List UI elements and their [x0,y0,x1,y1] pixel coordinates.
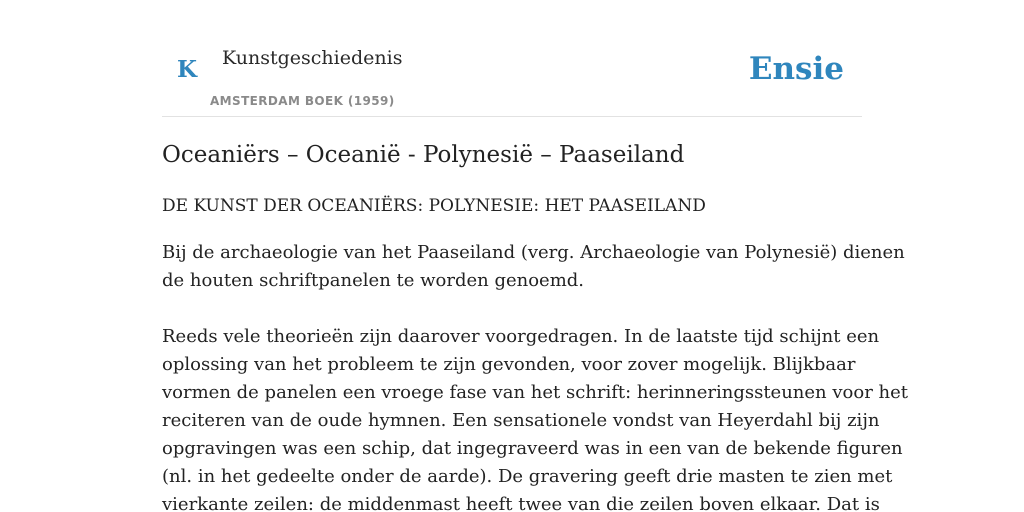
source-label: AMSTERDAM BOEK (1959) [210,94,395,108]
paragraph-line: (nl. in het gedeelte onder de aarde). De gravering geeft drie masten te zien met [162,466,893,487]
category-link[interactable]: Kunstgeschiedenis [222,47,403,69]
category-logo[interactable]: K [177,56,197,83]
article-subtitle: DE KUNST DER OCEANIËRS: POLYNESIE: HET PAASEILAND [162,196,706,216]
article-paragraph [162,323,908,512]
paragraph-line: de houten schriftpanelen te worden genoemd. [162,270,585,291]
paragraph-line: opgravingen was een schip, dat ingegraveerd was in een van de bekende figuren [162,438,903,459]
paragraph-line: oplossing van het probleem te zijn gevonden, voor zover mogelijk. Blijkbaar [162,354,856,375]
article-paragraph [162,239,905,295]
article-title: Oceaniërs – Oceanië - Polynesië – Paaseiland [162,142,685,168]
paragraph-line: vormen de panelen een vroege fase van het schrift: herinneringssteunen voor het [162,382,908,403]
paragraph-line: Reeds vele theorieën zijn daarover voorgedragen. In de laatste tijd schijnt een [162,326,880,347]
brand-logo[interactable]: Ensie [748,51,844,87]
article-page [162,0,908,512]
paragraph-line: Bij de archaeologie van het Paaseiland (verg. Archaeologie van Polynesië) dienen [162,242,905,263]
paragraph-line: reciteren van de oude hymnen. Een sensationele vondst van Heyerdahl bij zijn [162,410,880,431]
article-header [162,0,862,117]
paragraph-line: vierkante zeilen: de middenmast heeft twee van die zeilen boven elkaar. Dat is [162,494,880,512]
